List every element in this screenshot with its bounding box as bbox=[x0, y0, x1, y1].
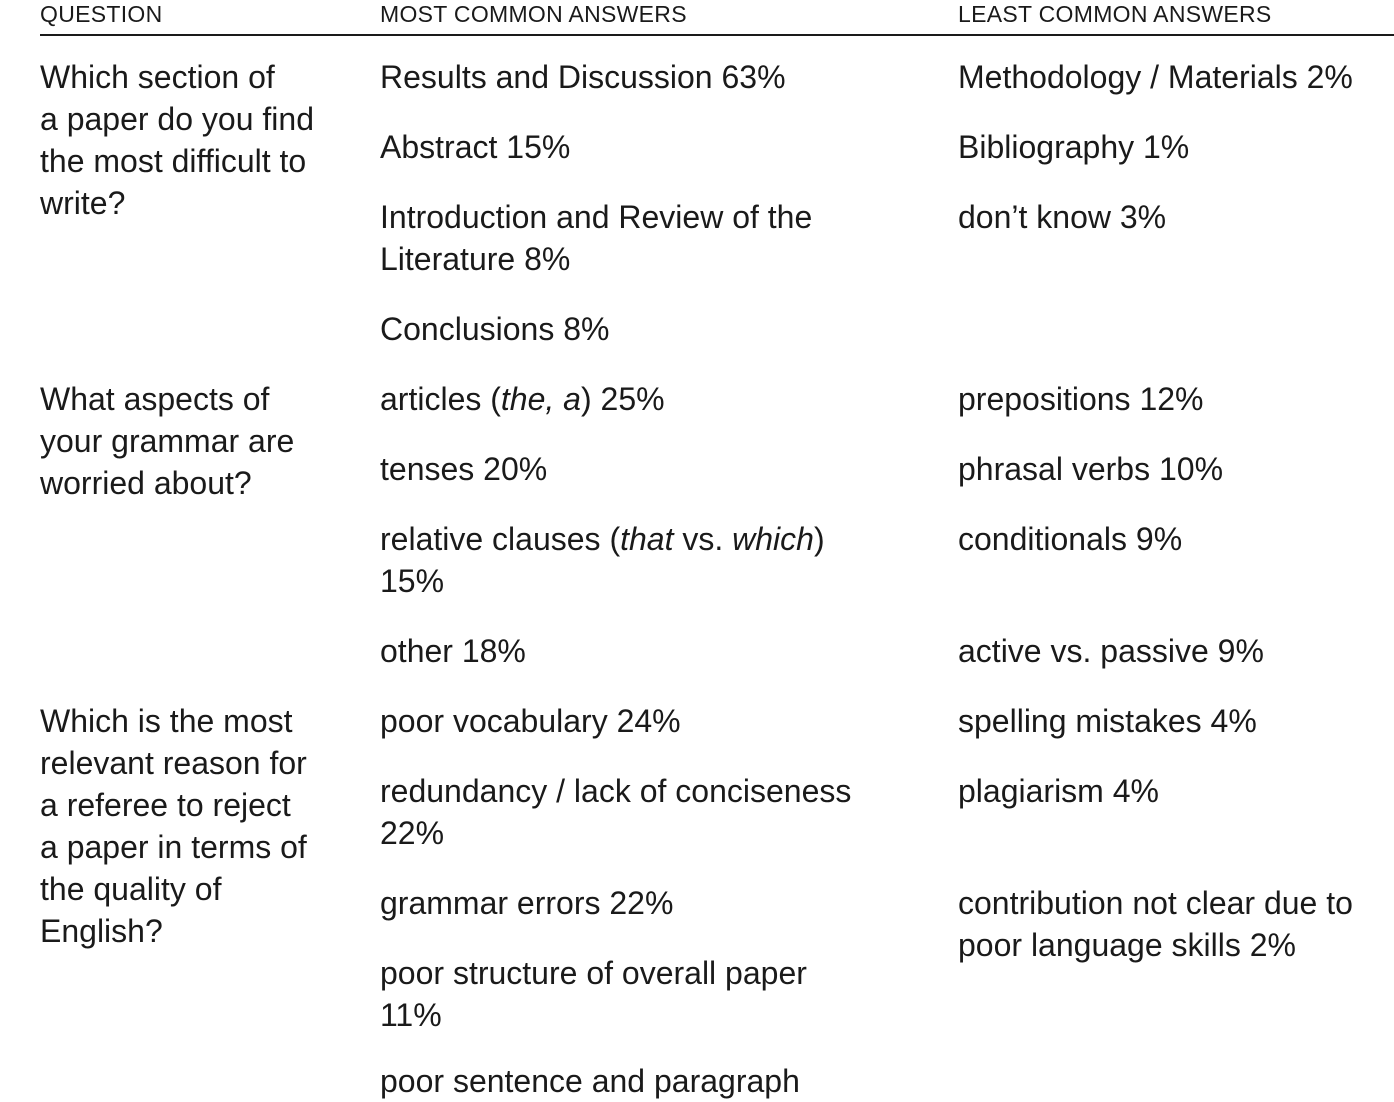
answer-cell: other 18% bbox=[380, 633, 526, 669]
answer-cell: tenses 20% bbox=[380, 451, 548, 487]
answer-cell: Bibliography 1% bbox=[958, 129, 1190, 165]
answer-cell: articles (the, a) 25% bbox=[380, 381, 665, 417]
question-cell: Which section of a paper do you find the most difficult to write? bbox=[40, 59, 314, 221]
answer-cell: prepositions 12% bbox=[958, 381, 1204, 417]
answer-cell: contribution not clear due to poor language skills 2% bbox=[958, 885, 1353, 963]
answer-cell: spelling mistakes 4% bbox=[958, 703, 1257, 739]
answer-cell: Abstract 15% bbox=[380, 129, 571, 165]
answer-cell: don’t know 3% bbox=[958, 199, 1167, 235]
header-most-common: MOST COMMON ANSWERS bbox=[380, 1, 687, 27]
header-least-common: LEAST COMMON ANSWERS bbox=[958, 1, 1272, 27]
answer-cell: grammar errors 22% bbox=[380, 885, 674, 921]
header-question: QUESTION bbox=[40, 1, 163, 27]
answer-cell: plagiarism 4% bbox=[958, 773, 1159, 809]
question-cell: Which is the most relevant reason for a referee to reject a paper in terms of the quality of English? bbox=[40, 703, 307, 949]
answer-cell: Conclusions 8% bbox=[380, 311, 610, 347]
answer-cell: Methodology / Materials 2% bbox=[958, 59, 1353, 95]
answer-cell: active vs. passive 9% bbox=[958, 633, 1264, 669]
question-cell: What aspects of your grammar are worried about? bbox=[40, 381, 295, 501]
answer-cell: poor structure of overall paper 11% bbox=[380, 955, 807, 1033]
answer-cell: poor sentence and paragraph bbox=[380, 1063, 800, 1099]
answer-cell: Introduction and Review of the Literature 8% bbox=[380, 199, 813, 277]
answer-cell: conditionals 9% bbox=[958, 521, 1183, 557]
answer-cell: Results and Discussion 63% bbox=[380, 59, 786, 95]
answer-cell: relative clauses (that vs. which) 15% bbox=[380, 521, 825, 599]
answer-cell: poor vocabulary 24% bbox=[380, 703, 681, 739]
answer-cell: redundancy / lack of conciseness 22% bbox=[380, 773, 852, 851]
table-header bbox=[40, 0, 1394, 36]
answer-cell: phrasal verbs 10% bbox=[958, 451, 1224, 487]
